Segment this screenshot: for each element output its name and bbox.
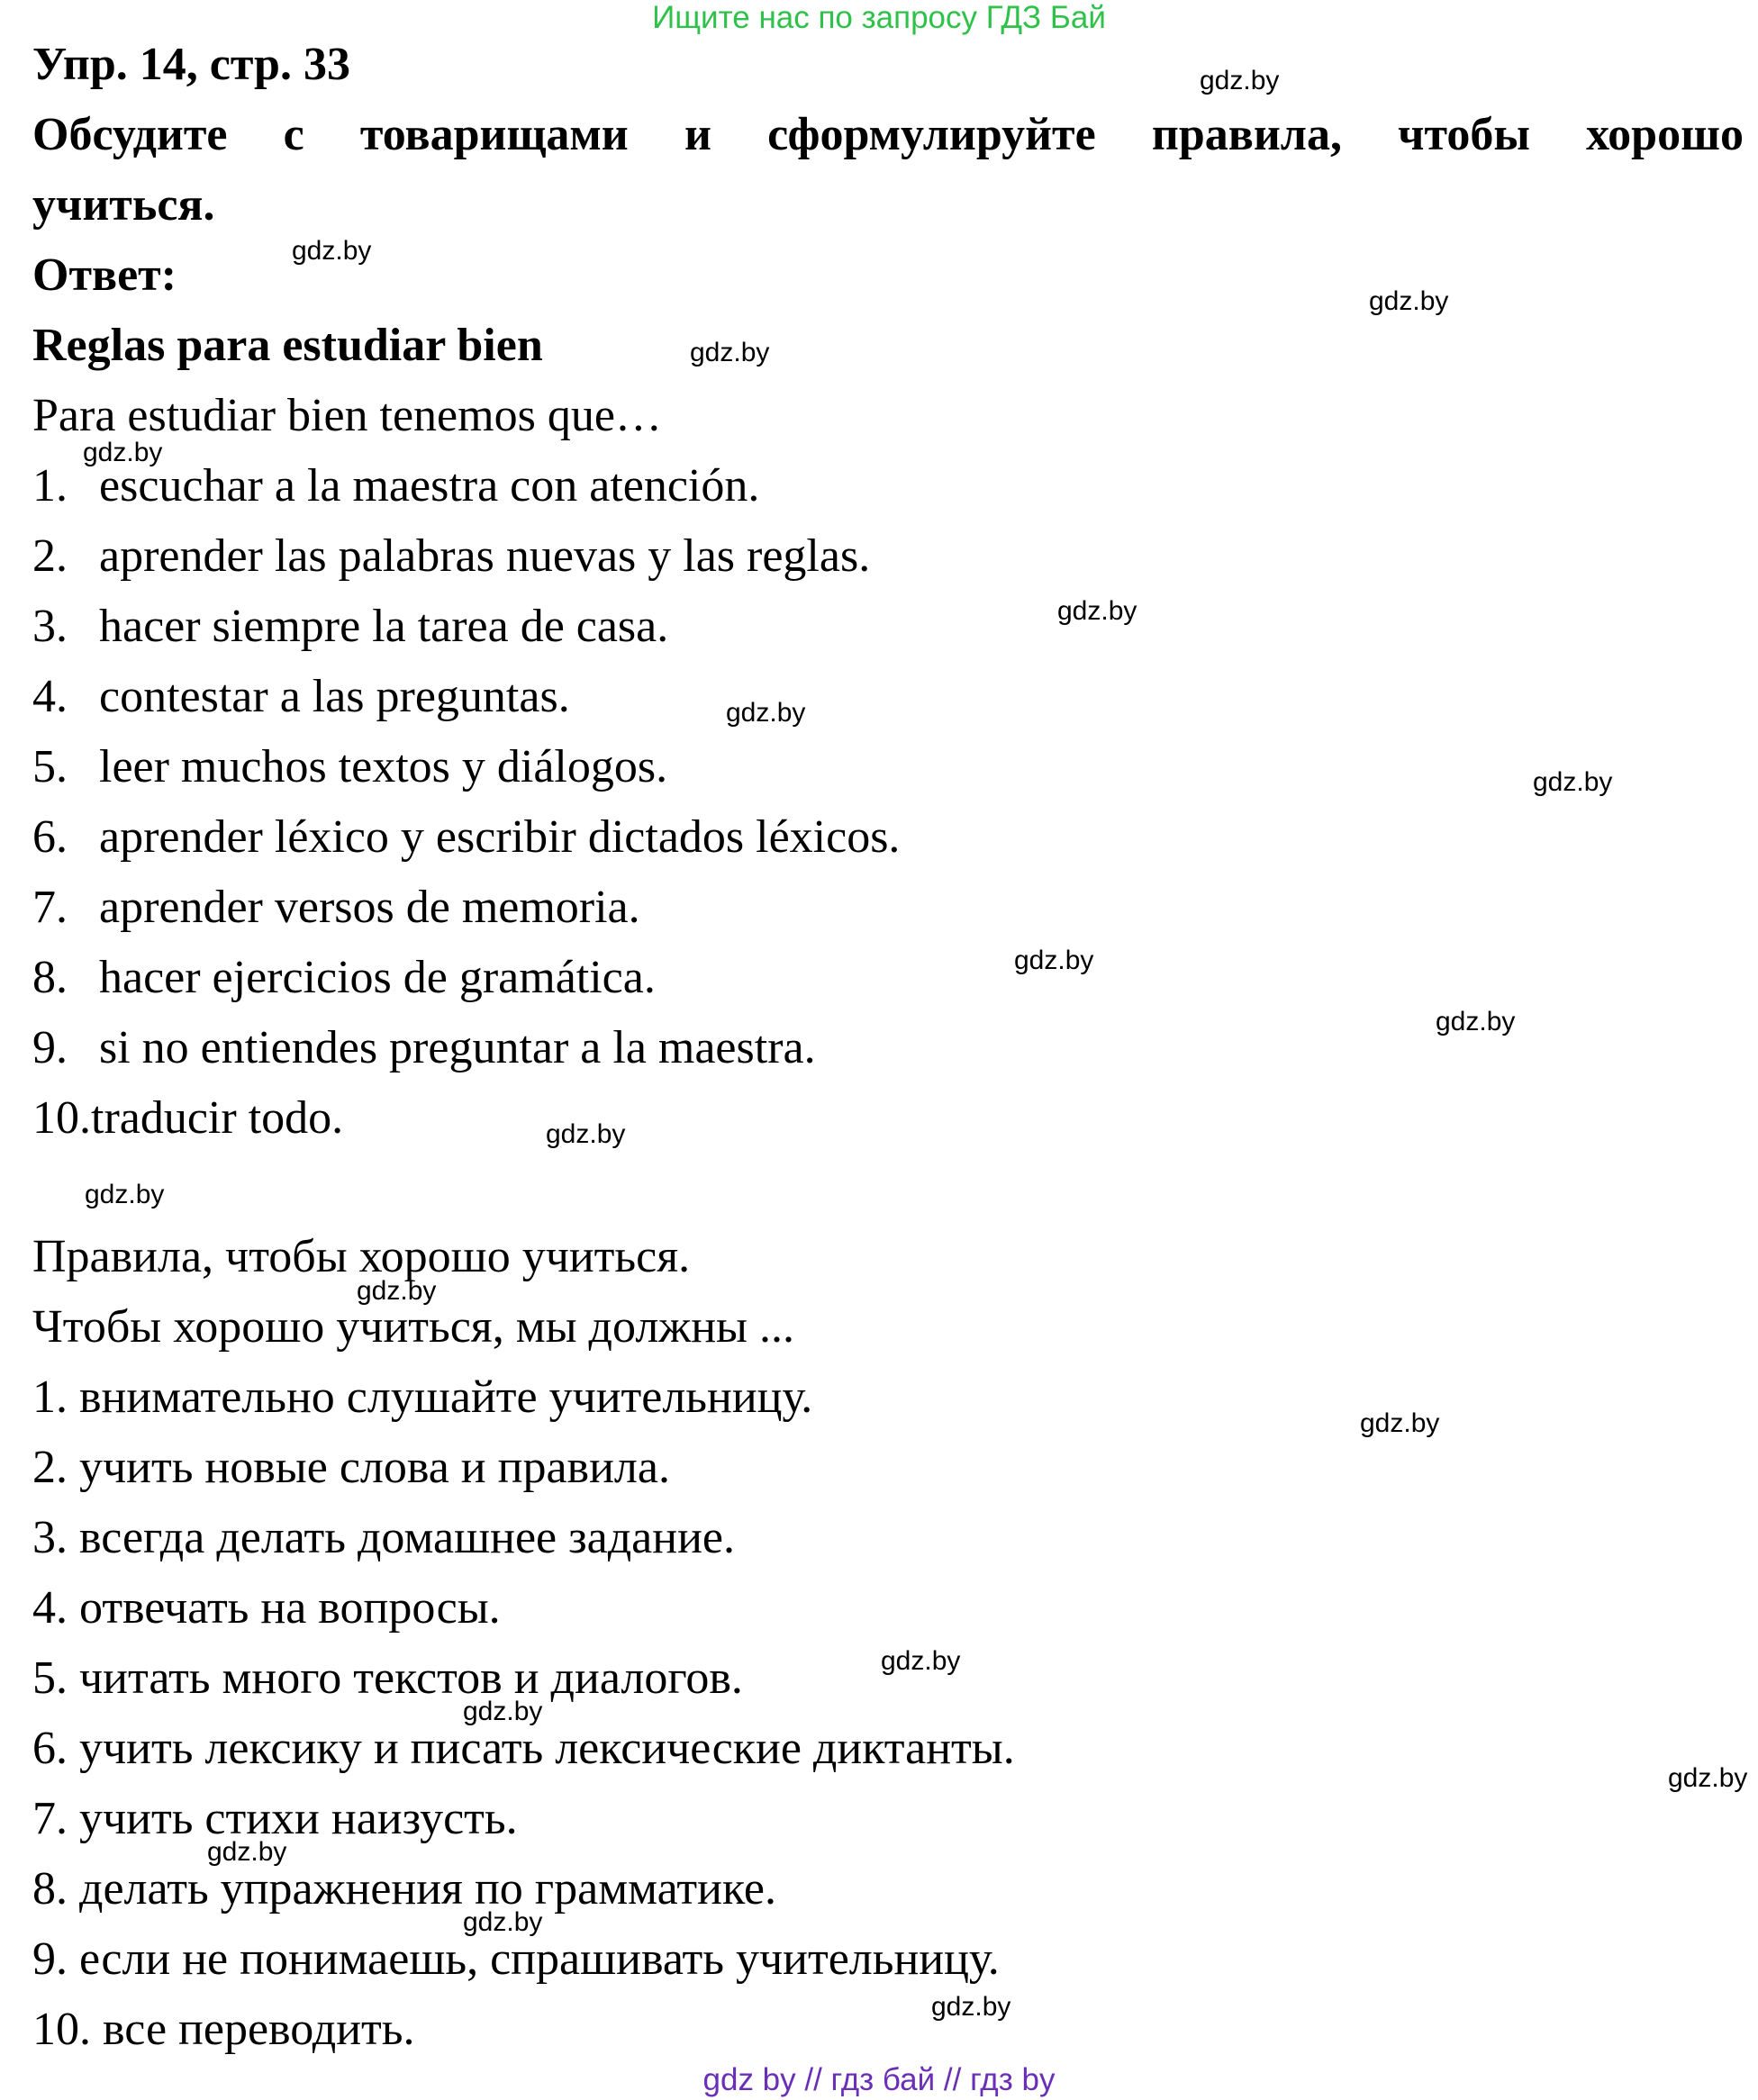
russian-rule-item: 7. учить стихи наизусть.: [32, 1793, 518, 1844]
russian-rule-item: 3. всегда делать домашнее задание.: [32, 1512, 735, 1563]
top-banner: Ищите нас по запросу ГДЗ Бай: [652, 0, 1106, 35]
spanish-rules-title: Reglas para estudiar bien: [32, 320, 543, 371]
watermark: gdz.by: [1360, 1408, 1440, 1438]
watermark: gdz.by: [85, 1180, 165, 1209]
watermark: gdz.by: [546, 1119, 626, 1149]
watermark: gdz.by: [463, 1907, 543, 1937]
russian-rule-item: 10. все переводить.: [32, 2004, 415, 2055]
watermark: gdz.by: [292, 236, 372, 266]
spanish-rule-item: 3. hacer siempre la tarea de casa.: [32, 601, 669, 652]
russian-rule-item: 4. отвечать на вопросы.: [32, 1582, 501, 1634]
russian-rule-item: 5. читать много текстов и диалогов.: [32, 1652, 743, 1704]
spanish-rule-item: 8. hacer ejercicios de gramática.: [32, 952, 656, 1003]
watermark: gdz.by: [463, 1697, 543, 1726]
spanish-rule-item: 6. aprender léxico y escribir dictados léxicos.: [32, 811, 901, 863]
russian-rules-intro: Чтобы хорошо учиться, мы должны ...: [32, 1301, 794, 1353]
spanish-rule-item: 10.traducir todo.: [32, 1092, 344, 1144]
watermark: gdz.by: [690, 338, 770, 367]
answer-label: Ответ:: [32, 249, 177, 301]
spanish-rule-item: 5. leer muchos textos y diálogos.: [32, 741, 668, 792]
watermark: gdz.by: [881, 1646, 961, 1676]
russian-rule-item: 2. учить новые слова и правила.: [32, 1442, 670, 1493]
watermark: gdz.by: [207, 1837, 287, 1867]
spanish-rule-item: 2. aprender las palabras nuevas y las reglas.: [32, 530, 871, 582]
task-text-line-1: Обсудите с товарищами и сформулируйте правила, чтобы хорошо: [32, 109, 1744, 160]
watermark: gdz.by: [83, 438, 163, 467]
watermark: gdz.by: [1057, 596, 1137, 626]
watermark: gdz.by: [1200, 66, 1280, 95]
russian-rule-item: 6. учить лексику и писать лексические диктанты.: [32, 1723, 1015, 1774]
russian-rules-title: Правила, чтобы хорошо учиться.: [32, 1231, 691, 1282]
watermark: gdz.by: [931, 1992, 1011, 2022]
exercise-title: Упр. 14, стр. 33: [32, 39, 350, 90]
watermark: gdz.by: [1436, 1007, 1516, 1036]
watermark: gdz.by: [357, 1276, 437, 1306]
watermark: gdz.by: [1369, 286, 1449, 316]
russian-rule-item: 9. если не понимаешь, спрашивать учительницу.: [32, 1933, 1000, 1985]
spanish-rule-item: 9. si no entiendes preguntar a la maestra.: [32, 1022, 816, 1073]
watermark: gdz.by: [1014, 946, 1094, 975]
spanish-rule-item: 7. aprender versos de memoria.: [32, 882, 640, 933]
russian-rule-item: 8. делать упражнения по грамматике.: [32, 1863, 777, 1914]
spanish-rule-item: 1. escuchar a la maestra con atención.: [32, 460, 760, 511]
watermark: gdz.by: [1668, 1763, 1748, 1793]
task-text-line-2: учиться.: [32, 179, 215, 231]
watermark: gdz.by: [1533, 767, 1613, 797]
watermark: gdz.by: [726, 698, 806, 728]
spanish-rule-item: 4. contestar a las preguntas.: [32, 671, 570, 722]
footer-links: gdz by // гдз бай // гдз by: [702, 2062, 1056, 2097]
spanish-rules-intro: Para estudiar bien tenemos que…: [32, 390, 662, 441]
russian-rule-item: 1. внимательно слушайте учительницу.: [32, 1371, 813, 1423]
